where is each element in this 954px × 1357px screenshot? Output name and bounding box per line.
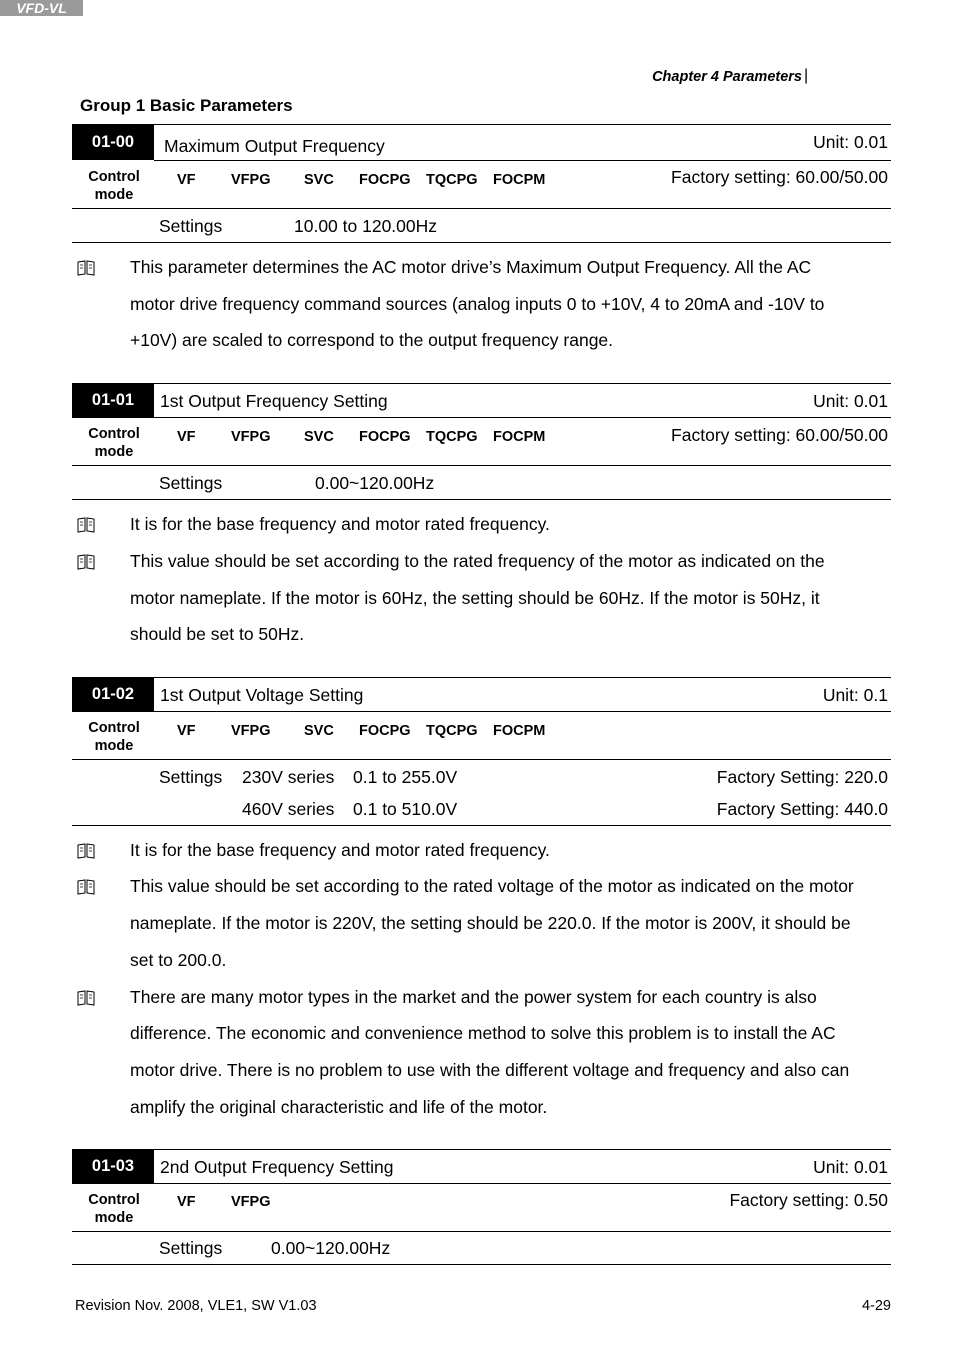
factory-setting: Factory setting: 0.50 (729, 1190, 888, 1210)
mode-vf: VF (177, 429, 196, 445)
note-text: motor drive. There is no problem to use with the different voltage and frequency and also can (130, 1060, 850, 1080)
param-name: 2nd Output Frequency Setting (160, 1157, 394, 1177)
footer-page-number: 4-29 (861, 1298, 891, 1314)
divider (154, 1183, 891, 1184)
param-number: 01-01 (72, 384, 154, 418)
series-range: 0.1 to 510.0V (353, 799, 458, 819)
factory-setting: Factory setting: 60.00/50.00 (671, 167, 888, 187)
control-mode-label: Control mode (88, 169, 140, 203)
note-text: motor nameplate. If the motor is 60Hz, the setting should be 60Hz. If the motor is 50Hz, it (130, 588, 820, 608)
mode-vf: VF (177, 172, 196, 188)
note-text: There are many motor types in the market and the power system for each country is also (130, 987, 817, 1007)
book-icon (76, 878, 96, 895)
note-text: This parameter determines the AC motor drive’s Maximum Output Frequency. All the AC (130, 257, 812, 277)
param-unit: Unit: 0.01 (813, 1157, 888, 1177)
mode-focpg: FOCPG (359, 723, 411, 739)
divider (72, 465, 891, 466)
vfd-vl-logo (0, 0, 83, 16)
book-icon (76, 259, 96, 276)
note-text: This value should be set according to the rated voltage of the motor as indicated on the motor (130, 876, 854, 896)
mode-vf: VF (177, 1194, 196, 1210)
mode-focpg: FOCPG (359, 172, 411, 188)
divider (72, 499, 891, 500)
group-title: Group 1 Basic Parameters (80, 96, 293, 115)
settings-label: Settings (159, 1238, 223, 1258)
factory-setting: Factory Setting: 440.0 (716, 799, 888, 819)
mode-svc: SVC (304, 429, 334, 445)
mode-tqcpg: TQCPG (426, 172, 478, 188)
mode-tqcpg: TQCPG (426, 429, 478, 445)
mode-vfpg: VFPG (231, 172, 271, 188)
settings-range: 10.00 to 120.00Hz (294, 216, 438, 236)
divider (72, 124, 891, 125)
param-unit: Unit: 0.01 (813, 391, 888, 411)
mode-focpm: FOCPM (493, 723, 546, 739)
settings-range: 0.00~120.00Hz (315, 473, 435, 493)
series-range: 0.1 to 255.0V (353, 767, 458, 787)
param-unit: Unit: 0.1 (822, 685, 888, 705)
note-text: +10V) are scaled to correspond to the output frequency range. (130, 330, 614, 350)
header-separator: | (804, 67, 809, 84)
param-name: Maximum Output Frequency (164, 136, 385, 156)
series-name: 230V series (242, 767, 335, 787)
note-text: amplify the original characteristic and life of the motor. (130, 1097, 548, 1117)
divider (72, 825, 891, 826)
note-text: difference. The economic and convenience method to solve this problem is to install the AC (130, 1023, 836, 1043)
mode-vfpg: VFPG (231, 723, 271, 739)
mode-vfpg: VFPG (231, 429, 271, 445)
book-icon (76, 516, 96, 533)
book-icon (76, 989, 96, 1006)
note-text: It is for the base frequency and motor rated frequency. (130, 514, 550, 534)
divider (72, 1149, 891, 1150)
param-number: 01-02 (72, 678, 154, 712)
series-name: 460V series (242, 799, 335, 819)
param-number: 01-00 (72, 125, 154, 160)
divider (72, 1264, 891, 1265)
control-mode-label: Control mode (88, 426, 140, 460)
divider (72, 677, 891, 678)
param-number: 01-03 (72, 1150, 154, 1184)
book-icon (76, 553, 96, 570)
divider (154, 160, 891, 161)
mode-svc: SVC (304, 723, 334, 739)
control-mode-label: Control mode (88, 1192, 140, 1226)
note-text: motor drive frequency command sources (analog inputs 0 to +10V, 4 to 20mA and -10V to (130, 294, 825, 314)
note-text: should be set to 50Hz. (130, 624, 305, 644)
mode-focpg: FOCPG (359, 429, 411, 445)
factory-setting: Factory Setting: 220.0 (716, 767, 888, 787)
control-mode-label: Control mode (88, 720, 140, 754)
mode-tqcpg: TQCPG (426, 723, 478, 739)
settings-range: 0.00~120.00Hz (271, 1238, 391, 1258)
divider (72, 242, 891, 243)
factory-setting: Factory setting: 60.00/50.00 (671, 425, 888, 445)
divider (154, 417, 891, 418)
mode-vfpg: VFPG (231, 1194, 271, 1210)
note-text: nameplate. If the motor is 220V, the setting should be 220.0. If the motor is 200V, it should be (130, 913, 851, 933)
book-icon (76, 842, 96, 859)
chapter-title: Chapter 4 Parameters (652, 69, 802, 85)
mode-focpm: FOCPM (493, 172, 546, 188)
settings-label: Settings (159, 473, 223, 493)
mode-focpm: FOCPM (493, 429, 546, 445)
divider (72, 208, 891, 209)
param-name: 1st Output Voltage Setting (160, 685, 364, 705)
logo-text: VFD-VL (16, 0, 67, 16)
settings-label: Settings (159, 767, 223, 787)
divider (72, 383, 891, 384)
param-unit: Unit: 0.01 (813, 132, 888, 152)
footer-revision: Revision Nov. 2008, VLE1, SW V1.03 (75, 1298, 317, 1314)
mode-svc: SVC (304, 172, 334, 188)
note-text: This value should be set according to the rated frequency of the motor as indicated on the (130, 551, 825, 571)
divider (72, 759, 891, 760)
note-text: It is for the base frequency and motor rated frequency. (130, 840, 550, 860)
divider (72, 1231, 891, 1232)
param-name: 1st Output Frequency Setting (160, 391, 388, 411)
mode-vf: VF (177, 723, 196, 739)
divider (154, 711, 891, 712)
note-text: set to 200.0. (130, 950, 227, 970)
settings-label: Settings (159, 216, 223, 236)
